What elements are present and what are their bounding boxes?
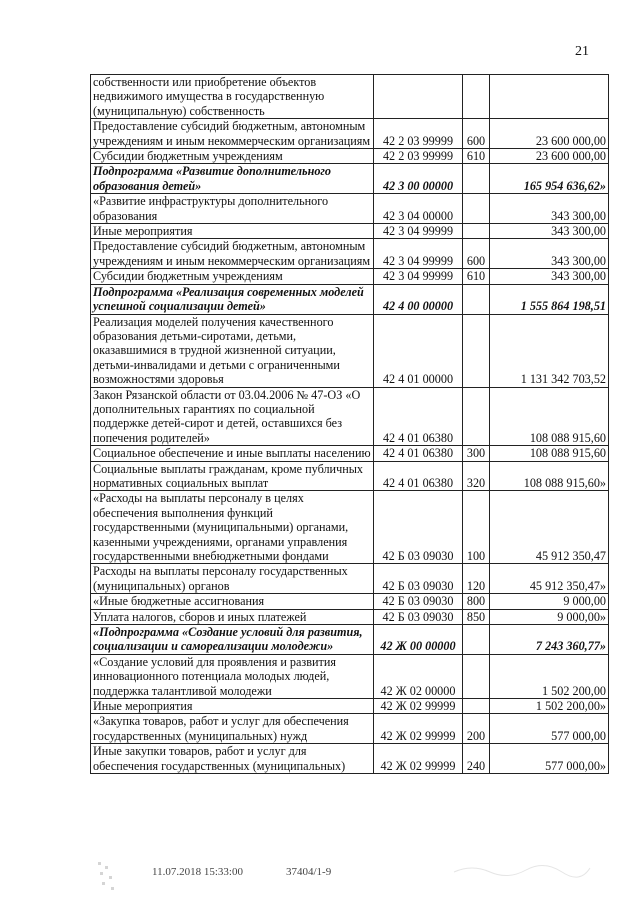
row-amount: 1 502 200,00 [490, 654, 609, 698]
row-amount: 108 088 915,60 [490, 387, 609, 446]
row-name: Социальные выплаты гражданам, кроме публичных нормативных социальных выплат [91, 461, 374, 491]
row-code: 42 4 01 06380 [374, 461, 463, 491]
row-name: Субсидии бюджетным учреждениям [91, 149, 374, 164]
footer-datetime: 11.07.2018 15:33:00 [152, 866, 243, 878]
table-row [91, 239, 609, 269]
table-row [91, 744, 609, 774]
table-row [91, 564, 609, 594]
row-expense-type: 600 [463, 239, 490, 269]
row-code: 42 4 00 00000 [374, 284, 463, 314]
table-row [91, 654, 609, 698]
row-amount: 9 000,00 [490, 594, 609, 609]
row-name: Подпрограмма «Реализация современных моделей успешной социализации детей» [91, 284, 374, 314]
row-name: «Иные бюджетные ассигнования [91, 594, 374, 609]
row-code: 42 3 04 00000 [374, 194, 463, 224]
table-row [91, 284, 609, 314]
row-amount: 343 300,00 [490, 239, 609, 269]
row-code: 42 3 04 99999 [374, 224, 463, 239]
row-code: 42 Ж 00 00000 [374, 625, 463, 655]
row-expense-type [463, 625, 490, 655]
table-row [91, 194, 609, 224]
row-expense-type: 200 [463, 714, 490, 744]
row-name: Предоставление субсидий бюджетным, автономным учреждениям и иным некоммерческим организациям [91, 119, 374, 149]
row-code: 42 3 00 00000 [374, 164, 463, 194]
row-name: Закон Рязанской области от 03.04.2006 № 47-ОЗ «О дополнительных гарантиях по социальной поддержке детей-сирот и детей, оставшихся без попечения родителей» [91, 387, 374, 446]
row-code: 42 Ж 02 00000 [374, 654, 463, 698]
row-code: 42 Б 03 09030 [374, 564, 463, 594]
row-name: Реализация моделей получения качественного образования детьми-сиротами, детьми, оказавшимися в трудной жизненной ситуации, детьми-инвалидами и детьми с ограниченными возможностями здоровья [91, 314, 374, 387]
table-row [91, 446, 609, 461]
row-amount: 577 000,00» [490, 744, 609, 774]
row-amount [490, 75, 609, 119]
row-expense-type [463, 224, 490, 239]
table-row [91, 387, 609, 446]
row-code: 42 2 03 99999 [374, 119, 463, 149]
stamp-mark [96, 860, 118, 894]
row-expense-type [463, 387, 490, 446]
row-expense-type [463, 164, 490, 194]
row-amount: 343 300,00 [490, 194, 609, 224]
row-code: 42 Б 03 09030 [374, 491, 463, 564]
row-expense-type: 120 [463, 564, 490, 594]
row-name: собственности или приобретение объектов недвижимого имущества в государственную (муниципальную) собственность [91, 75, 374, 119]
row-name: Подпрограмма «Развитие дополнительного образования детей» [91, 164, 374, 194]
row-amount: 23 600 000,00 [490, 119, 609, 149]
row-amount: 45 912 350,47» [490, 564, 609, 594]
row-name: «Закупка товаров, работ и услуг для обеспечения государственных (муниципальных) нужд [91, 714, 374, 744]
row-expense-type [463, 654, 490, 698]
page-number: 21 [575, 44, 589, 59]
row-expense-type [463, 194, 490, 224]
row-name: Предоставление субсидий бюджетным, автономным учреждениям и иным некоммерческим организациям [91, 239, 374, 269]
table-row [91, 224, 609, 239]
row-amount: 165 954 636,62» [490, 164, 609, 194]
row-amount: 45 912 350,47 [490, 491, 609, 564]
row-code: 42 Б 03 09030 [374, 594, 463, 609]
row-name: Субсидии бюджетным учреждениям [91, 269, 374, 284]
row-expense-type: 610 [463, 149, 490, 164]
row-expense-type: 800 [463, 594, 490, 609]
row-code: 42 Ж 02 99999 [374, 744, 463, 774]
row-amount: 108 088 915,60 [490, 446, 609, 461]
footer-doc-code: 37404/1-9 [286, 866, 332, 878]
row-expense-type [463, 284, 490, 314]
row-name: Иные закупки товаров, работ и услуг для обеспечения государственных (муниципальных) [91, 744, 374, 774]
row-amount: 1 131 342 703,52 [490, 314, 609, 387]
row-expense-type: 300 [463, 446, 490, 461]
table-row [91, 75, 609, 119]
table-row [91, 149, 609, 164]
row-code: 42 4 01 00000 [374, 314, 463, 387]
row-amount: 9 000,00» [490, 609, 609, 624]
row-amount: 1 502 200,00» [490, 699, 609, 714]
row-name: Расходы на выплаты персоналу государственных (муниципальных) органов [91, 564, 374, 594]
row-name: Уплата налогов, сборов и иных платежей [91, 609, 374, 624]
table-row [91, 269, 609, 284]
table-row [91, 119, 609, 149]
table-row [91, 314, 609, 387]
row-expense-type: 600 [463, 119, 490, 149]
table-row [91, 164, 609, 194]
row-expense-type: 240 [463, 744, 490, 774]
row-expense-type: 100 [463, 491, 490, 564]
table-row [91, 461, 609, 491]
row-expense-type: 610 [463, 269, 490, 284]
row-name: «Расходы на выплаты персоналу в целях обеспечения выполнения функций государственными (муниципальными) органами, казенными учреждениями, органами управления государственными внебюджетными фондами [91, 491, 374, 564]
row-amount: 23 600 000,00 [490, 149, 609, 164]
table-row [91, 609, 609, 624]
table-row [91, 594, 609, 609]
row-code: 42 4 01 06380 [374, 387, 463, 446]
row-amount: 577 000,00 [490, 714, 609, 744]
row-code: 42 2 03 99999 [374, 149, 463, 164]
row-name: «Подпрограмма «Создание условий для развития, социализации и самореализации молодежи» [91, 625, 374, 655]
row-code [374, 75, 463, 119]
row-amount: 343 300,00 [490, 269, 609, 284]
row-name: Социальное обеспечение и иные выплаты населению [91, 446, 374, 461]
table-row [91, 625, 609, 655]
row-expense-type [463, 699, 490, 714]
table-row [91, 491, 609, 564]
row-amount: 7 243 360,77» [490, 625, 609, 655]
row-code: 42 Ж 02 99999 [374, 714, 463, 744]
faint-signature-mark [452, 860, 592, 880]
table-row [91, 699, 609, 714]
row-name: «Развитие инфраструктуры дополнительного образования [91, 194, 374, 224]
row-amount: 343 300,00 [490, 224, 609, 239]
row-amount: 108 088 915,60» [490, 461, 609, 491]
row-expense-type: 850 [463, 609, 490, 624]
row-expense-type [463, 75, 490, 119]
row-code: 42 3 04 99999 [374, 239, 463, 269]
row-name: Иные мероприятия [91, 224, 374, 239]
row-code: 42 Ж 02 99999 [374, 699, 463, 714]
row-amount: 1 555 864 198,51 [490, 284, 609, 314]
row-expense-type: 320 [463, 461, 490, 491]
row-name: «Создание условий для проявления и развития инновационного потенциала молодых людей, поддержка талантливой молодежи [91, 654, 374, 698]
table-row [91, 714, 609, 744]
row-code: 42 3 04 99999 [374, 269, 463, 284]
budget-table-body [91, 75, 609, 774]
row-code: 42 4 01 06380 [374, 446, 463, 461]
row-code: 42 Б 03 09030 [374, 609, 463, 624]
row-name: Иные мероприятия [91, 699, 374, 714]
budget-table [90, 74, 609, 774]
row-expense-type [463, 314, 490, 387]
